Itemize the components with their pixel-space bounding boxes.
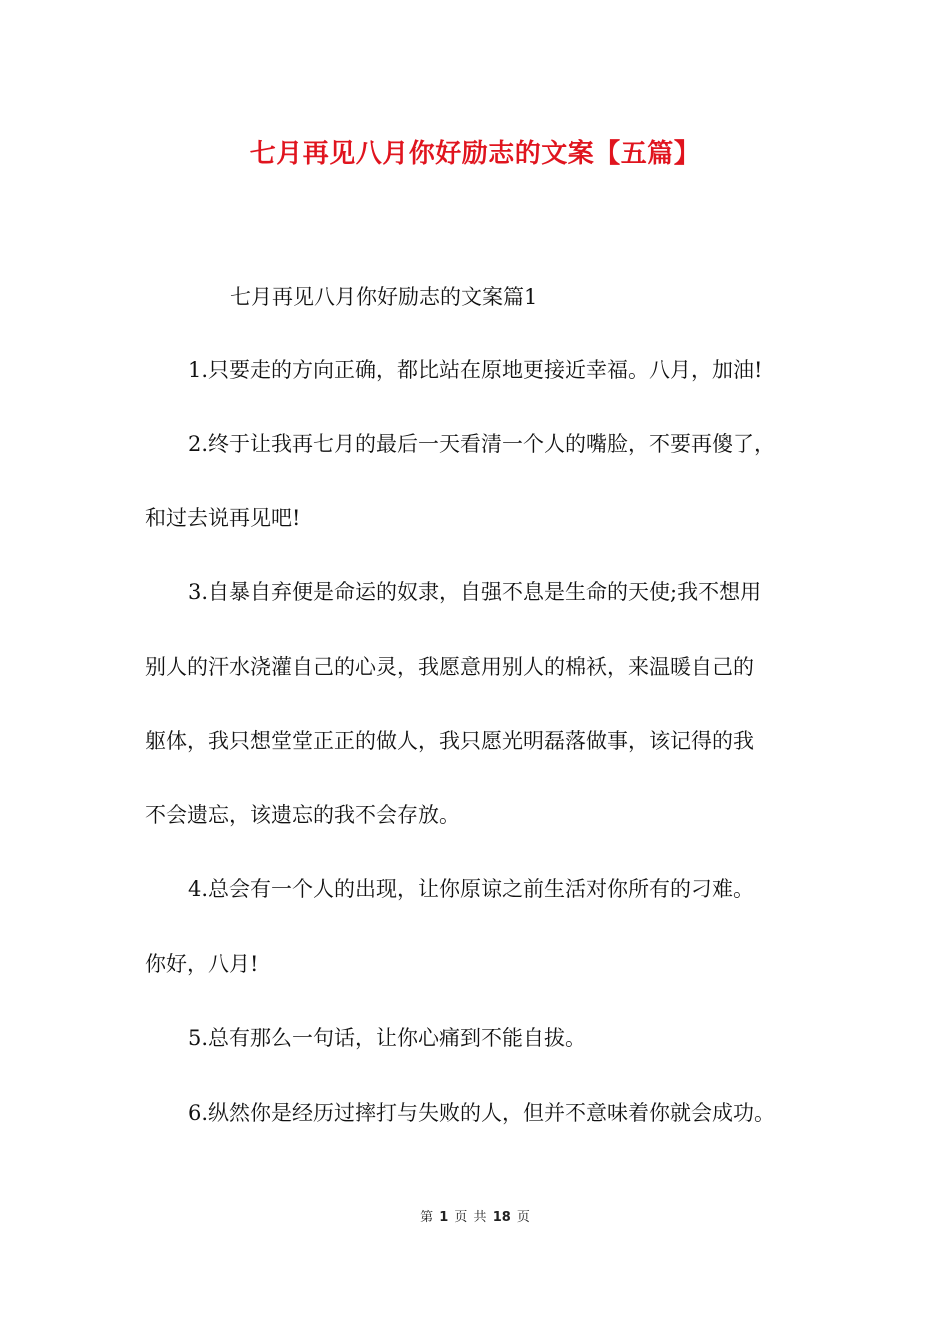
- paragraph-line: 1.只要走的方向正确，都比站在原地更接近幸福。八月，加油!: [188, 358, 763, 382]
- footer-prefix: 第: [420, 1210, 434, 1225]
- paragraph-line: 2.终于让我再七月的最后一天看清一个人的嘴脸，不要再傻了，: [188, 432, 776, 456]
- paragraph-line: 4.总会有一个人的出现，让你原谅之前生活对你所有的刁难。: [188, 877, 755, 901]
- total-page-count: 18: [492, 1210, 511, 1225]
- page-footer: [0, 1208, 950, 1228]
- paragraph-line: 躯体，我只想堂堂正正的做人，我只愿光明磊落做事，该记得的我: [145, 729, 754, 753]
- paragraph-line: 不会遗忘，该遗忘的我不会存放。: [145, 803, 460, 827]
- current-page-number: 1: [439, 1210, 449, 1225]
- paragraph-line: 你好，八月!: [145, 952, 259, 976]
- document-title: 七月再见八月你好励志的文案【五篇】: [249, 139, 701, 169]
- footer-suffix: 页: [516, 1210, 530, 1225]
- footer-middle: 页 共: [454, 1210, 487, 1225]
- paragraph-line: 3.自暴自弃便是命运的奴隶，自强不息是生命的天使;我不想用: [188, 580, 762, 604]
- paragraph-line: 5.总有那么一句话，让你心痛到不能自拔。: [188, 1026, 587, 1050]
- section-heading: 七月再见八月你好励志的文案篇1: [230, 285, 538, 309]
- paragraph-line: 6.纵然你是经历过摔打与失败的人，但并不意味着你就会成功。: [188, 1101, 776, 1125]
- paragraph-line: 别人的汗水浇灌自己的心灵，我愿意用别人的棉袄，来温暖自己的: [145, 655, 754, 679]
- paragraph-line: 和过去说再见吧!: [145, 506, 301, 530]
